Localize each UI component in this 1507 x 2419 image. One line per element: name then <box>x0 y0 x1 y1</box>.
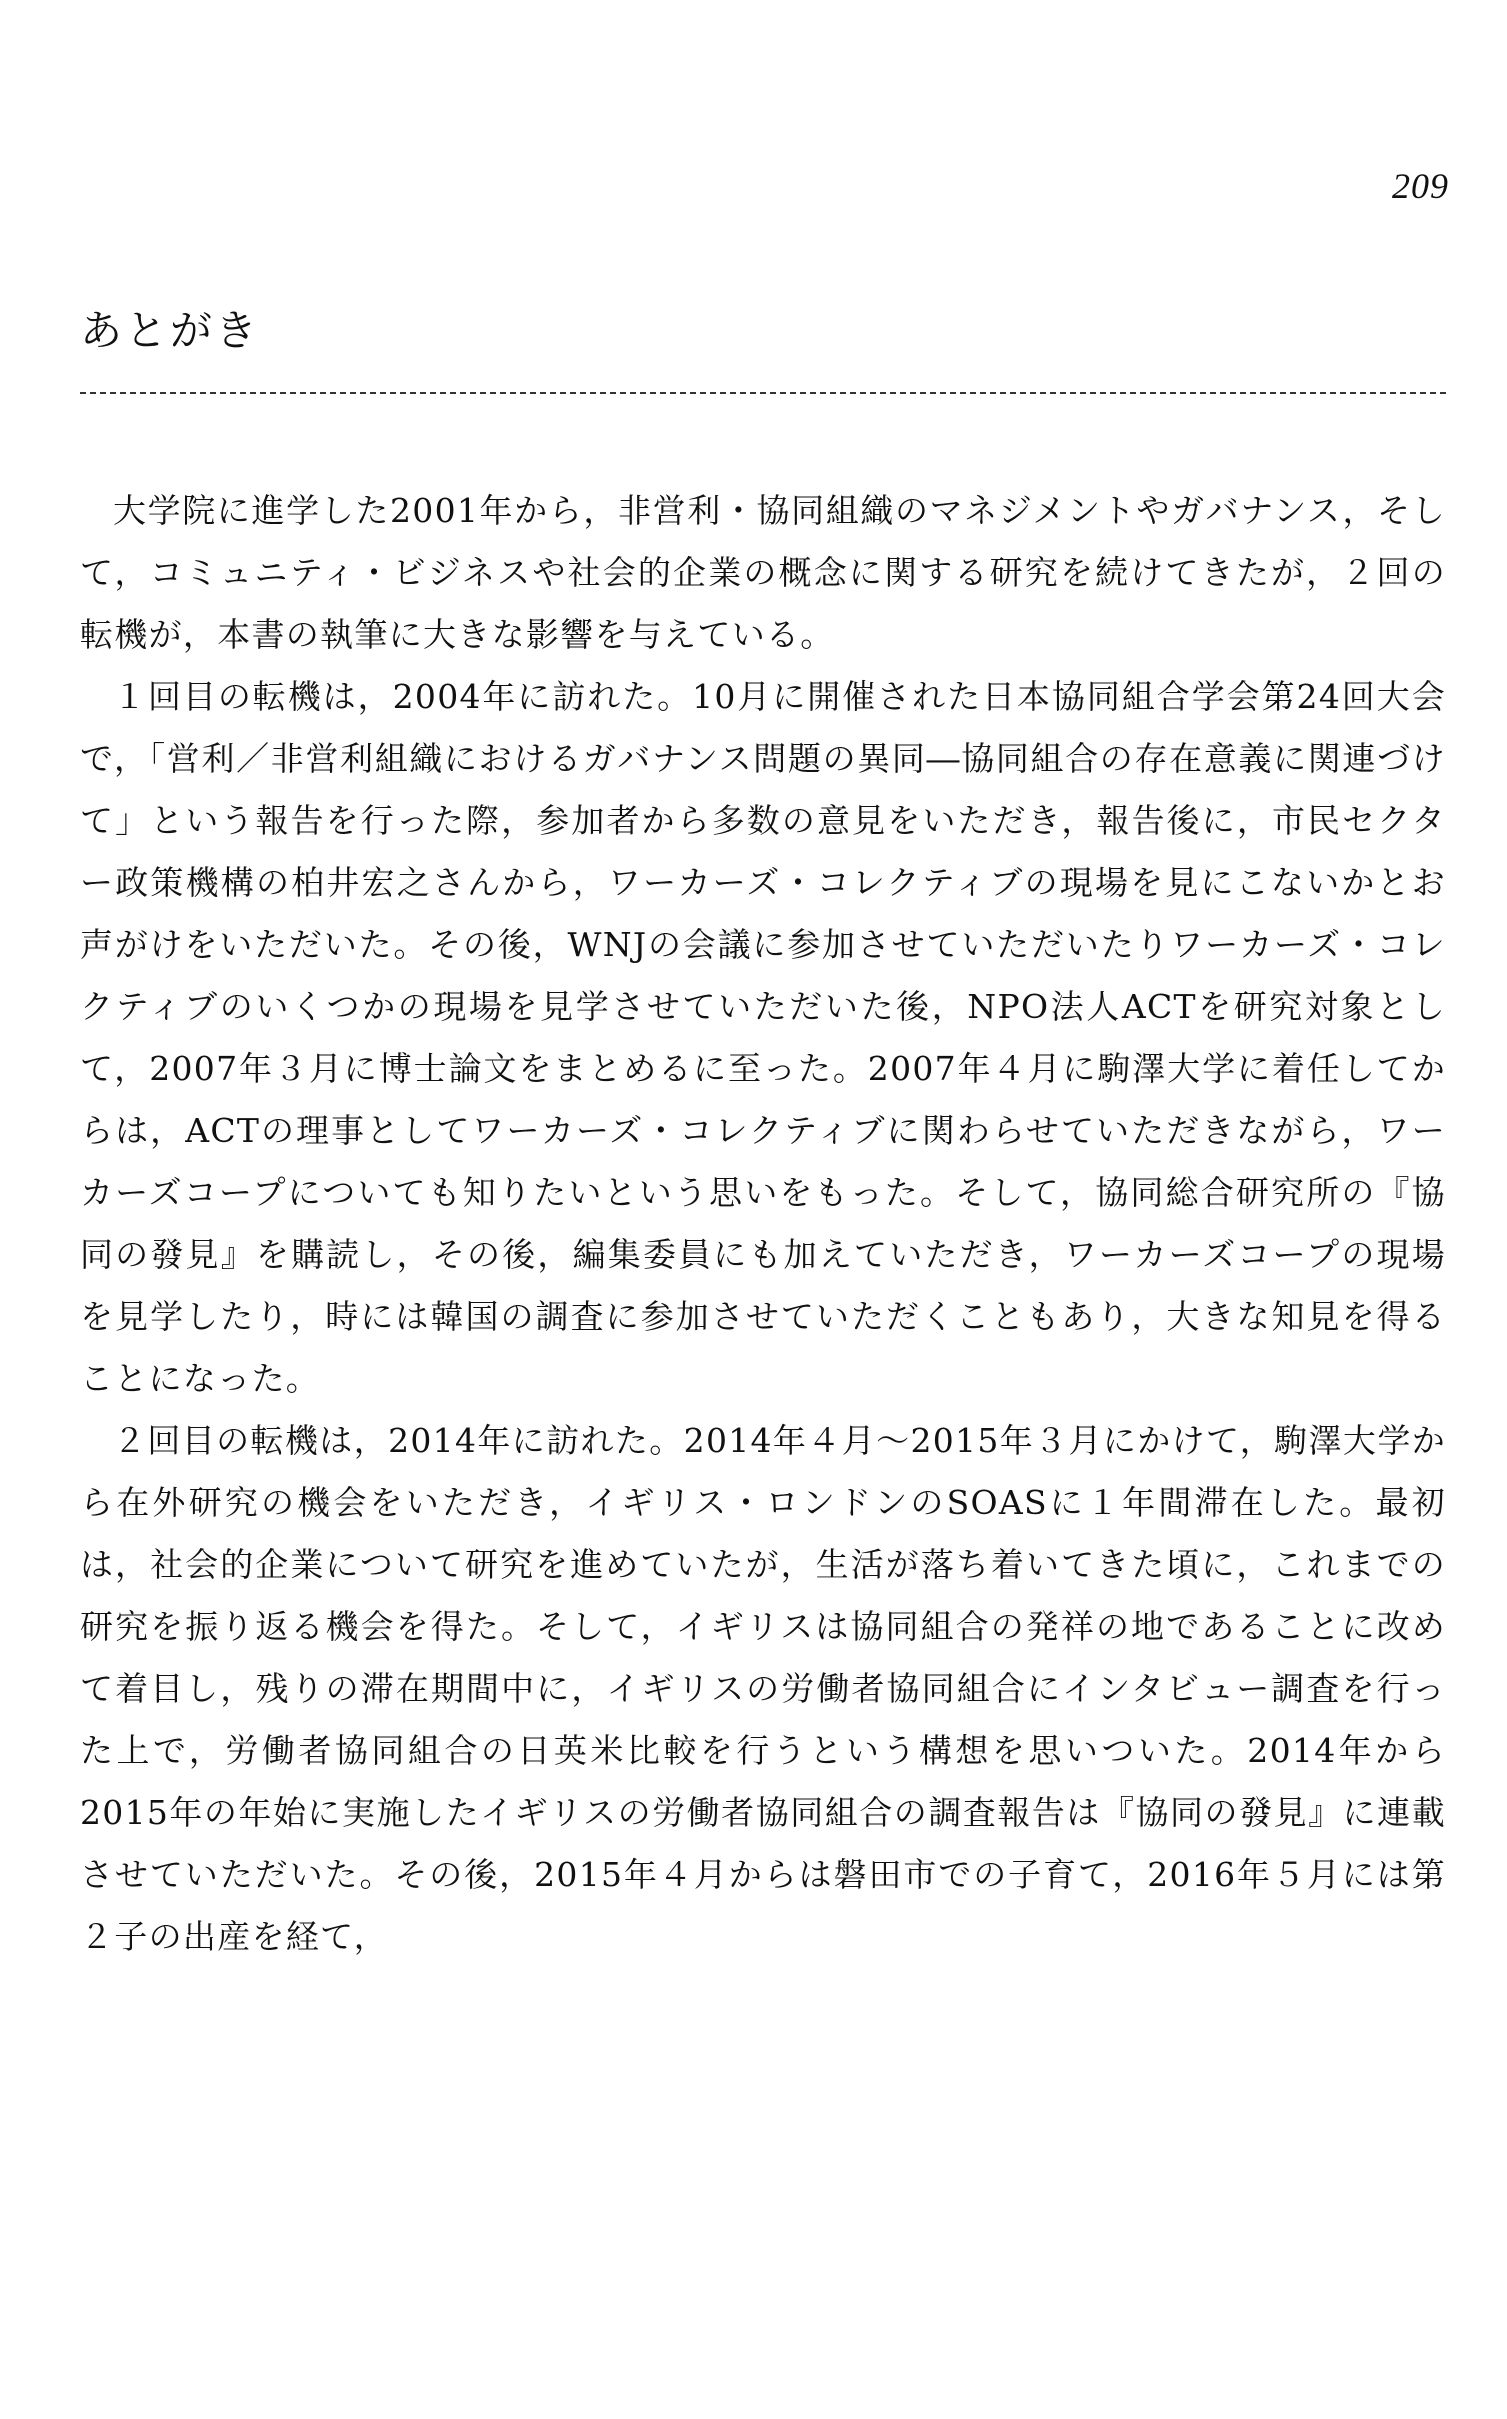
paragraph-1: 大学院に進学した2001年から，非営利・協同組織のマネジメントやガバナンス，そして，コミュニティ・ビジネスや社会的企業の概念に関する研究を続けてきたが，２回の転機が，本書の執筆に大きな影響を与えている。 <box>80 491 1446 654</box>
page-title: あとがき <box>80 306 261 355</box>
body-text <box>80 480 1446 1968</box>
page-number: 209 <box>1392 166 1449 206</box>
paragraph-3: ２回目の転機は，2014年に訪れた。2014年４月～2015年３月にかけて，駒澤大学から在外研究の機会をいただき，イギリス・ロンドンのSOASに１年間滞在した。最初は，社会的企業について研究を進めていたが，生活が落ち着いてきた頃に，これまでの研究を振り返る機会を得た。そして，イギリスは協同組合の発祥の地であることに改めて着目し，残りの滞在期間中に，イギリスの労働者協同組合にインタビュー調査を行った上で，労働者協同組合の日英米比較を行うという構想を思いついた。2014年から2015年の年始に実施したイギリスの労働者協同組合の調査報告は『協同の發見』に連載させていただいた。その後，2015年４月からは磐田市での子育て，2016年５月には第２子の出産を経て， <box>80 1421 1446 1956</box>
dashed-divider <box>80 392 1446 394</box>
paragraph-2: １回目の転機は，2004年に訪れた。10月に開催された日本協同組合学会第24回大会で，「営利／非営利組織におけるガバナンス問題の異同―協同組合の存在意義に関連づけて」という報告を行った際，参加者から多数の意見をいただき，報告後に，市民セクター政策機構の柏井宏之さんから，ワーカーズ・コレクティブの現場を見にこないかとお声がけをいただいた。その後，WNJの会議に参加させていただいたりワーカーズ・コレクティブのいくつかの現場を見学させていただいた後，NPO法人ACTを研究対象として，2007年３月に博士論文をまとめるに至った。2007年４月に駒澤大学に着任してからは，ACTの理事としてワーカーズ・コレクティブに関わらせていただきながら，ワーカーズコープについても知りたいという思いをもった。そして，協同総合研究所の『協同の發見』を購読し，その後，編集委員にも加えていただき，ワーカーズコープの現場を見学したり，時には韓国の調査に参加させていただくこともあり，大きな知見を得ることになった。 <box>80 677 1446 1398</box>
